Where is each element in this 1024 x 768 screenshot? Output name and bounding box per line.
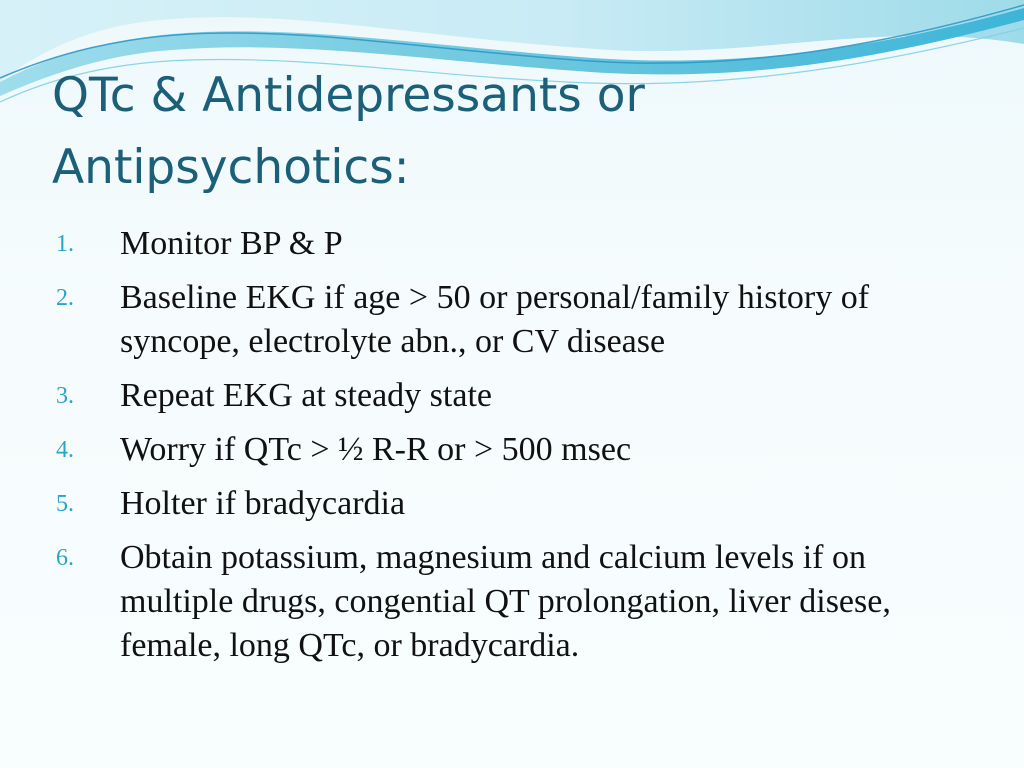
list-item-number: 1. [56, 231, 74, 257]
slide-title-line-2: Antipsychotics: [52, 140, 410, 195]
list-item-number: 6. [56, 545, 74, 571]
list-item [56, 276, 976, 364]
numbered-list [56, 222, 976, 678]
list-item-text: Repeat EKG at steady state [120, 377, 492, 414]
list-item-text: Worry if QTc > ½ R-R or > 500 msec [120, 431, 632, 468]
list-item [56, 428, 976, 472]
list-item-text: Holter if bradycardia [120, 485, 406, 522]
list-item-number: 5. [56, 491, 74, 517]
list-item [56, 482, 976, 526]
list-item [56, 374, 976, 418]
slide-title-line-1: QTc & Antidepressants or [52, 68, 645, 123]
list-item [56, 222, 976, 266]
list-item-text: Monitor BP & P [120, 225, 343, 262]
list-item-number: 3. [56, 383, 74, 409]
list-item-number: 2. [56, 285, 74, 311]
slide-title [52, 60, 952, 204]
list-item-text: Baseline EKG if age > 50 or personal/family history of syncope, electrolyte abn., or CV disease [120, 279, 870, 360]
list-item [56, 536, 976, 668]
list-item-text: Obtain potassium, magnesium and calcium levels if on multiple drugs, congential QT prolongation, liver disese, female, long QTc, or bradycardia. [120, 539, 891, 664]
list-item-number: 4. [56, 437, 74, 463]
